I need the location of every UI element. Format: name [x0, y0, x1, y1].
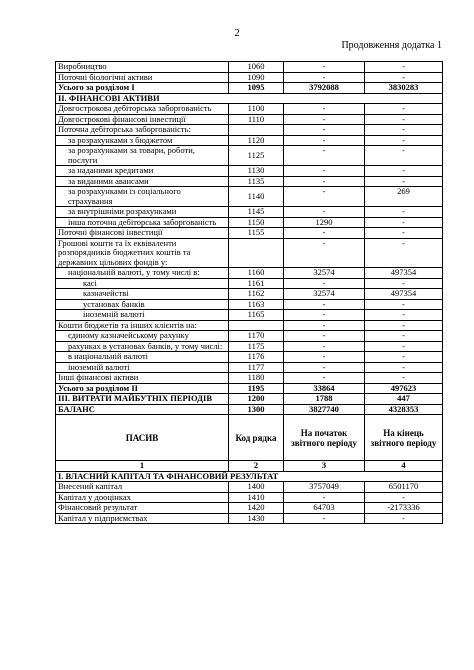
start-value: - [284, 125, 365, 136]
start-value: - [284, 331, 365, 342]
row-label: за наданими кредитами [56, 166, 229, 177]
table-row [56, 394, 443, 405]
end-value: 269 [365, 187, 443, 207]
row-code: 1150 [229, 217, 284, 228]
row-code: 1175 [229, 341, 284, 352]
row-label: національній валюті, у тому числі в: [56, 268, 229, 279]
table-row [56, 383, 443, 394]
end-value: 497623 [365, 383, 443, 394]
start-value: - [284, 104, 365, 115]
end-value: - [365, 278, 443, 289]
table-row [56, 187, 443, 207]
row-code: 1120 [229, 135, 284, 146]
row-label: рахунках в установах банків, у тому числі: [56, 341, 229, 352]
end-value: - [365, 331, 443, 342]
row-code: 1400 [229, 482, 284, 493]
start-value: - [284, 492, 365, 503]
start-value: - [284, 176, 365, 187]
page-number: 2 [234, 27, 240, 39]
end-value: - [365, 176, 443, 187]
table-row [56, 207, 443, 218]
col-number: 3 [284, 461, 365, 472]
row-label: іноземній валюті [56, 310, 229, 321]
end-value: -2173336 [365, 503, 443, 514]
start-value: 3827740 [284, 404, 365, 415]
start-value: - [284, 513, 365, 524]
row-label: за виданими авансами [56, 176, 229, 187]
start-value: - [284, 166, 365, 177]
row-code: 1410 [229, 492, 284, 503]
col-number: 4 [365, 461, 443, 472]
row-code: 1155 [229, 228, 284, 239]
start-value: 32574 [284, 268, 365, 279]
table-row [56, 310, 443, 321]
start-value: - [284, 228, 365, 239]
end-value: 497354 [365, 289, 443, 300]
table-row [56, 352, 443, 363]
passive-header-row [56, 415, 443, 461]
row-code: 1100 [229, 104, 284, 115]
table-row [56, 83, 443, 94]
section-title: II. ФІНАНСОВІ АКТИВИ [56, 93, 443, 104]
start-value: 33864 [284, 383, 365, 394]
end-value: - [365, 72, 443, 83]
start-value: - [284, 362, 365, 373]
start-value: - [284, 341, 365, 352]
row-code: 1176 [229, 352, 284, 363]
table-row [56, 125, 443, 136]
row-code: 1140 [229, 187, 284, 207]
start-value: - [284, 320, 365, 331]
row-code: 1180 [229, 373, 284, 384]
section-i-title: I. ВЛАСНИЙ КАПІТАЛ ТА ФІНАНСОВИЙ РЕЗУЛЬТАТ [56, 471, 443, 482]
row-code: 1095 [229, 83, 284, 94]
row-code: 1163 [229, 299, 284, 310]
start-value: - [284, 62, 365, 73]
table-row [56, 114, 443, 125]
table-row [56, 503, 443, 514]
row-code: 1170 [229, 331, 284, 342]
end-value: 4328353 [365, 404, 443, 415]
table-row [56, 341, 443, 352]
table-row [56, 513, 443, 524]
row-label: Кошти бюджетів та інших клієнтів на: [56, 320, 229, 331]
row-label: Усього за розділом I [56, 83, 229, 94]
start-value: - [284, 135, 365, 146]
row-code: 1145 [229, 207, 284, 218]
table-row [56, 482, 443, 493]
row-code: 1430 [229, 513, 284, 524]
table-row [56, 166, 443, 177]
row-label: за розрахунками за товари, роботи, послуги [56, 146, 229, 166]
start-value: - [284, 72, 365, 83]
table-row [56, 278, 443, 289]
start-value: 32574 [284, 289, 365, 300]
table-row [56, 238, 443, 268]
row-code: 1110 [229, 114, 284, 125]
row-label: інша поточна дебіторська заборгованість [56, 217, 229, 228]
table-row [56, 176, 443, 187]
start-value: - [284, 146, 365, 166]
row-code: 1135 [229, 176, 284, 187]
row-code: 1125 [229, 146, 284, 166]
row-code [229, 125, 284, 136]
table-row [56, 217, 443, 228]
end-value: - [365, 114, 443, 125]
end-value: - [365, 238, 443, 268]
start-value: - [284, 299, 365, 310]
end-value: - [365, 207, 443, 218]
end-value: - [365, 362, 443, 373]
assets-section [56, 62, 443, 415]
start-value: - [284, 187, 365, 207]
end-value: - [365, 146, 443, 166]
row-label: Капітал у дооцінках [56, 492, 229, 503]
row-label: Довгострокова дебіторська заборгованість [56, 104, 229, 115]
end-value: - [365, 310, 443, 321]
start-value: 1290 [284, 217, 365, 228]
start-value: 1788 [284, 394, 365, 405]
row-label: III. ВИТРАТИ МАЙБУТНІХ ПЕРІОДІВ [56, 394, 229, 405]
row-label: за розрахунками із соціального страхування [56, 187, 229, 207]
end-value: - [365, 352, 443, 363]
end-value: - [365, 320, 443, 331]
end-value: - [365, 166, 443, 177]
row-label: за розрахунками з бюджетом [56, 135, 229, 146]
table-row [56, 72, 443, 83]
start-value: - [284, 373, 365, 384]
end-value: - [365, 62, 443, 73]
header-passive: ПАСИВ [56, 415, 229, 461]
row-label: єдиному казначейському рахунку [56, 331, 229, 342]
table-row [56, 289, 443, 300]
row-label: Внесений капітал [56, 482, 229, 493]
row-label: Довгострокові фінансові інвестиції [56, 114, 229, 125]
row-label: установах банків [56, 299, 229, 310]
table-row [56, 62, 443, 73]
row-label: іноземній валюті [56, 362, 229, 373]
start-value: - [284, 207, 365, 218]
row-code [229, 320, 284, 331]
row-label: Капітал у підприємствах [56, 513, 229, 524]
start-value: - [284, 238, 365, 268]
start-value: - [284, 352, 365, 363]
row-code: 1195 [229, 383, 284, 394]
end-value: - [365, 513, 443, 524]
row-code: 1177 [229, 362, 284, 373]
end-value: - [365, 135, 443, 146]
header-end-period: На кінець звітного періоду [365, 415, 443, 461]
end-value: - [365, 492, 443, 503]
row-label: Усього за розділом II [56, 383, 229, 394]
row-label: за внутрішніми розрахунками [56, 207, 229, 218]
row-label: Інші фінансові активи [56, 373, 229, 384]
table-row [56, 104, 443, 115]
row-code: 1162 [229, 289, 284, 300]
end-value: - [365, 341, 443, 352]
end-value: 447 [365, 394, 443, 405]
row-label: в національній валюті [56, 352, 229, 363]
row-code: 1160 [229, 268, 284, 279]
end-value: - [365, 217, 443, 228]
row-label: Виробництво [56, 62, 229, 73]
balance-table [55, 61, 443, 524]
header-start-period: На початок звітного періоду [284, 415, 365, 461]
row-label: Поточні біологічні активи [56, 72, 229, 83]
col-number: 1 [56, 461, 229, 472]
continuation-note: Продовження додатка 1 [341, 40, 442, 51]
table-row [56, 135, 443, 146]
row-code: 1420 [229, 503, 284, 514]
end-value: - [365, 228, 443, 239]
row-label: Грошові кошти та їх еквіваленти розпорядників бюджетних коштів та державних цільових фондів у: [56, 238, 229, 268]
start-value: - [284, 114, 365, 125]
end-value: 3830283 [365, 83, 443, 94]
row-label: Поточні фінансові інвестиції [56, 228, 229, 239]
end-value: - [365, 104, 443, 115]
end-value: 6501170 [365, 482, 443, 493]
table-row [56, 228, 443, 239]
end-value: 497354 [365, 268, 443, 279]
table-row [56, 492, 443, 503]
table-row [56, 299, 443, 310]
row-label: БАЛАНС [56, 404, 229, 415]
row-code: 1165 [229, 310, 284, 321]
table-row [56, 268, 443, 279]
start-value: 3792088 [284, 83, 365, 94]
table-row [56, 373, 443, 384]
passive-header-section [56, 415, 443, 482]
passive-section [56, 482, 443, 524]
row-code: 1130 [229, 166, 284, 177]
table-row [56, 404, 443, 415]
table-row [56, 362, 443, 373]
row-code: 1090 [229, 72, 284, 83]
row-code: 1161 [229, 278, 284, 289]
start-value: 64703 [284, 503, 365, 514]
end-value: - [365, 299, 443, 310]
end-value: - [365, 373, 443, 384]
row-label: Поточна дебіторська заборгованість: [56, 125, 229, 136]
column-number-row [56, 461, 443, 472]
table-row [56, 146, 443, 166]
table-row [56, 320, 443, 331]
row-code [229, 238, 284, 268]
row-code: 1300 [229, 404, 284, 415]
row-code: 1200 [229, 394, 284, 405]
col-number: 2 [229, 461, 284, 472]
row-label: касі [56, 278, 229, 289]
row-label: Фінансовий результат [56, 503, 229, 514]
start-value: - [284, 278, 365, 289]
row-label: казначействі [56, 289, 229, 300]
start-value: 3757049 [284, 482, 365, 493]
table-row [56, 93, 443, 104]
row-code: 1060 [229, 62, 284, 73]
section-i-row [56, 471, 443, 482]
table-row [56, 331, 443, 342]
end-value: - [365, 125, 443, 136]
header-row-code: Код рядка [229, 415, 284, 461]
start-value: - [284, 310, 365, 321]
